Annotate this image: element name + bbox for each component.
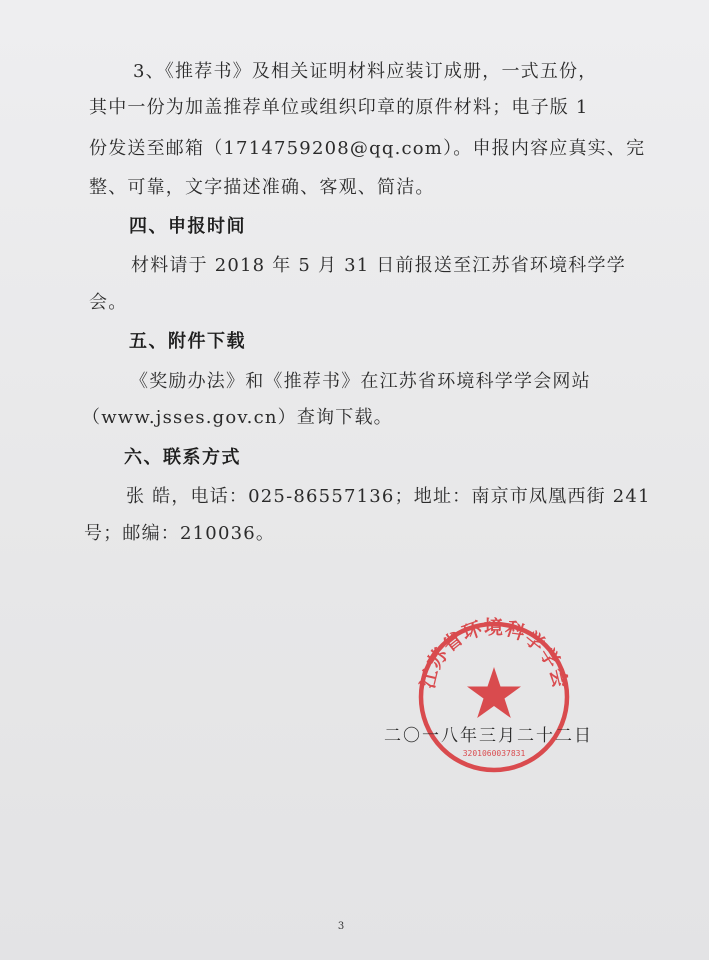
section6-heading: 六、联系方式 [124,447,241,468]
section4-line-2: 会。 [89,292,128,313]
section6-line-1: 张 皓，电话：025-86557136；地址：南京市凤凰西街 241 [126,486,651,507]
seal-code: 3201060037831 [462,749,526,758]
page-number: 3 [337,921,345,932]
section5-heading: 五、附件下载 [129,331,246,352]
item3-line-4: 整、可靠，文字描述准确、客观、简洁。 [89,177,435,198]
item3-line-3: 份发送至邮箱（1714759208@qq.com）。申报内容应真实、完 [89,138,646,159]
section6-line-2: 号；邮编：210036。 [84,523,276,544]
item3-line-1: 3、《推荐书》及相关证明材料应装订成册，一式五份， [133,61,598,82]
section4-line-1: 材料请于 2018 年 5 月 31 日前报送至江苏省环境科学学 [131,255,626,276]
official-seal-stamp [414,617,574,777]
item3-line-2: 其中一份为加盖推荐单位或组织印章的原件材料；电子版 1 [89,97,589,118]
seal-arc-text: 江苏省环境科学学会 [416,617,572,691]
section5-line-2: （www.jsses.gov.cn）查询下载。 [82,407,393,428]
section4-heading: 四、申报时间 [129,216,246,237]
section5-line-1: 《奖励办法》和《推荐书》在江苏省环境科学学会网站 [130,371,591,392]
issue-date: 二〇一八年三月二十二日 [384,726,593,746]
seal-star-icon [467,667,521,718]
